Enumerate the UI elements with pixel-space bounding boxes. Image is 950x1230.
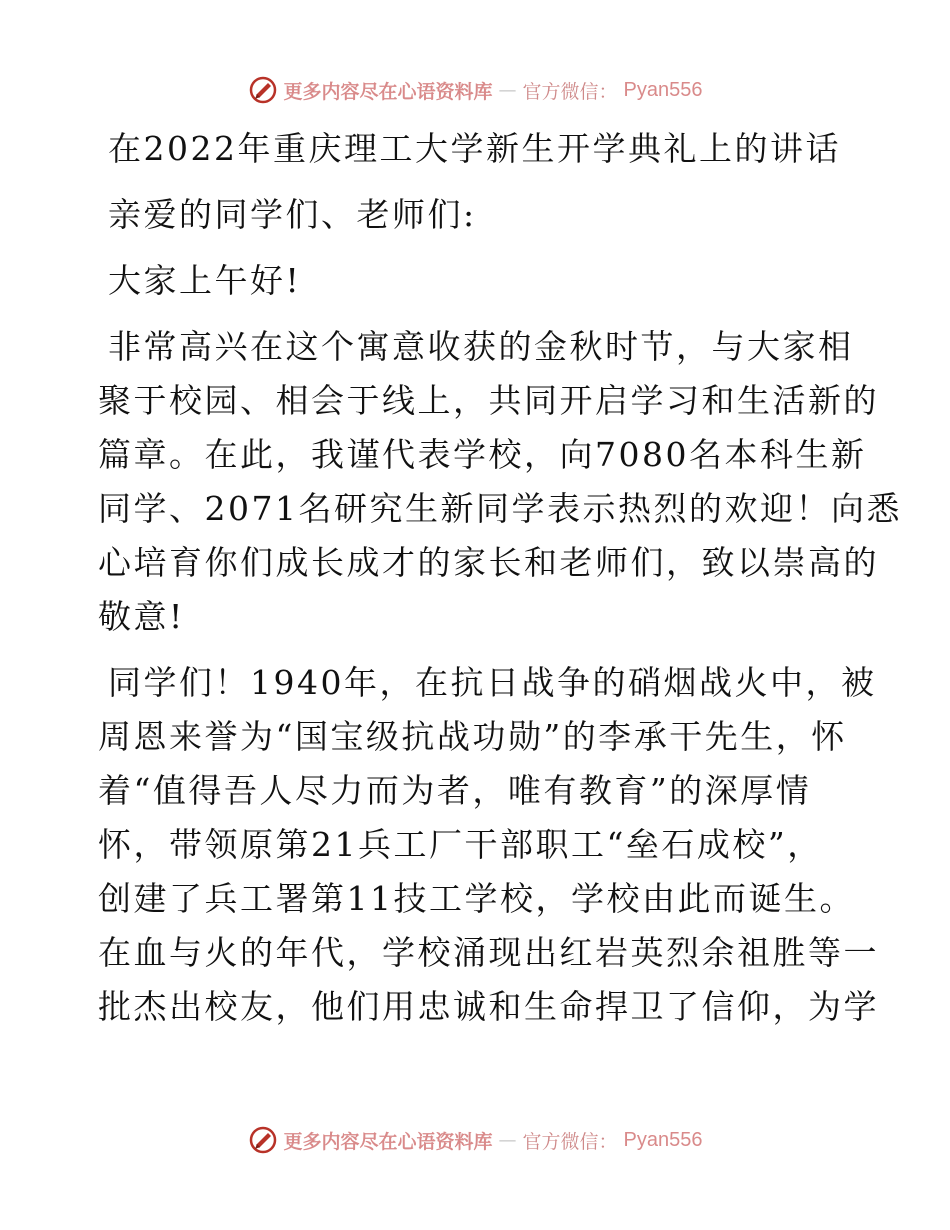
red-pen-seal-icon	[248, 75, 278, 105]
watermark-official-label: 官方微信：	[522, 80, 618, 103]
document-title: 在2022年重庆理工大学新生开学典礼上的讲话	[108, 129, 841, 168]
watermark-official-label: 官方微信：	[522, 1130, 618, 1153]
paragraph-line: 着“值得吾人尽力而为者，唯有教育”的深厚情	[98, 771, 812, 810]
watermark-footer	[0, 1120, 950, 1160]
paragraph-line: 聚于校园、相会于线上，共同开启学习和生活新的	[98, 381, 879, 420]
watermark-separator: —	[498, 79, 517, 101]
watermark-brand: 更多内容尽在心语资料库	[283, 1130, 493, 1153]
paragraph-line: 同学们！1940年，在抗日战争的硝烟战火中，被	[108, 663, 877, 702]
watermark-header	[0, 70, 950, 110]
paragraph-line: 同学、2071名研究生新同学表示热烈的欢迎！向悉	[98, 489, 902, 528]
paragraph-welcome	[98, 320, 902, 644]
paragraph-line: 敬意!	[98, 597, 185, 636]
watermark-brand: 更多内容尽在心语资料库	[283, 80, 493, 103]
red-pen-seal-icon	[248, 1125, 278, 1155]
paragraph-line: 非常高兴在这个寓意收获的金秋时节，与大家相	[108, 327, 854, 366]
salutation: 亲爱的同学们、老师们:	[108, 195, 477, 234]
watermark-wechat-id: Pyan556	[623, 78, 703, 101]
paragraph-line: 篇章。在此，我谨代表学校，向7080名本科生新	[98, 435, 867, 474]
paragraph-line: 周恩来誉为“国宝级抗战功勋”的李承干先生，怀	[98, 717, 847, 756]
watermark-separator: —	[498, 1129, 517, 1151]
greeting: 大家上午好!	[108, 261, 302, 300]
paragraph-line: 怀，带领原第21兵工厂干部职工“垒石成校”，	[98, 825, 823, 864]
watermark-wechat-id: Pyan556	[623, 1128, 703, 1151]
paragraph-line: 心培育你们成长成才的家长和老师们，致以崇高的	[98, 543, 879, 582]
paragraph-line: 创建了兵工署第11技工学校，学校由此而诞生。	[98, 879, 855, 918]
paragraph-line: 批杰出校友，他们用忠诚和生命捍卫了信仰，为学	[98, 987, 879, 1026]
document-body	[98, 122, 902, 1034]
paragraph-line: 在血与火的年代，学校涌现出红岩英烈余祖胜等一	[98, 933, 879, 972]
paragraph-history	[98, 656, 879, 1034]
